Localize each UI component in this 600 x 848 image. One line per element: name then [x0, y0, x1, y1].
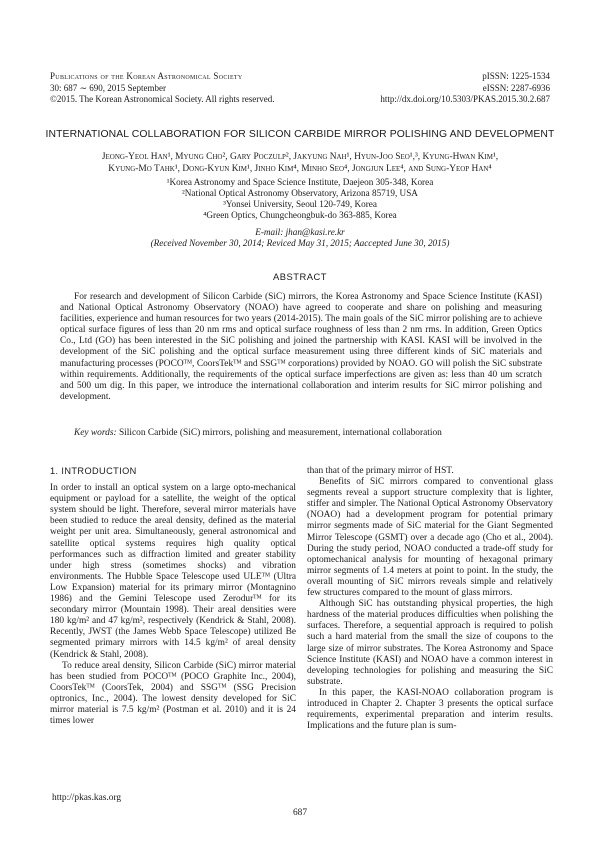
body-paragraph: In order to install an optical system on a large opto-mechanical equipment or payload for a satellite, the weight of the optical system should be light. Therefore, several mirror materials have been studied to reduce the areal density, defined as the material weight per unit area. Simultaneously, general astronomical and satellite optical systems requires high quality optical performances such as diffraction limited and greater stability under high stress (sometimes shocks) and vibration environments. The Hubble Space Telescope used ULEᵀᴹ (Ultra Low Expansion) material for its primary mirror (Montagnino 1986) and the Gemini Telescope used Zerodurᵀᴹ for its secondary mirror (Mountain 1998). Their areal densities were 180 kg/m² and 47 kg/m², respectively (Kendrick & Stahl, 2008). Recently, JWST (the James Webb Space Telescope) utilized Be segmented primary mirrors with 14.5 kg/m² of areal density (Kendrick & Stahl, 2008).: [50, 483, 296, 660]
journal-header: [50, 71, 275, 106]
keywords-text: Silicon Carbide (SiC) mirrors, polishing and measurement, international collaboration: [118, 428, 442, 438]
pissn: pISSN: 1225-1534: [482, 71, 550, 81]
abstract-body: [60, 292, 542, 403]
section-heading: 1. INTRODUCTION: [50, 466, 137, 476]
volume-line: 30: 687 ∼ 690, 2015 September: [50, 82, 167, 93]
body-paragraph: Benefits of SiC mirrors compared to conventional glass segments reveal a support structure complexity that is lighter, stiffer and simpler. The National Optical Astronomy Observatory (NOAO) had a development program for potential primary mirror segments made of SiC material for the Giant Segmented Mirror Telescope (GSMT) over a decade ago (Cho et al., 2004). During the study period, NOAO conducted a trade-off study for optomechanical analysis for mounting of hexagonal primary mirror segments of 1.4 meters at point to point. In the study, the overall mounting of SiC mirrors reveals simple and relatively few structures compared to the mount of glass mirrors.: [307, 477, 553, 599]
contact-block: [60, 227, 540, 249]
left-column: [50, 466, 296, 727]
eissn: eISSN: 2287-6936: [482, 82, 550, 93]
author-line-1: Jeong-Yeol Han¹, Myung Cho², Gary Poczulp², Jakyung Nah¹, Hyun-Joo Seo¹,³, Kyung-Hwan Kim¹,: [101, 152, 499, 162]
page-number: 687: [292, 808, 308, 818]
affiliation: ¹Korea Astronomy and Space Science Institute, Daejeon 305-348, Korea: [166, 177, 434, 187]
affiliation: ²National Optical Astronomy Observatory, Arizona 85719, USA: [182, 188, 418, 198]
affiliation: ³Yonsei University, Seoul 120-749, Korea: [223, 199, 377, 209]
affiliation: ⁴Green Optics, Chungcheongbuk-do 363-885, Korea: [203, 210, 397, 220]
body-paragraph: Although SiC has outstanding physical properties, the high hardness of the material produces difficulties when polishing the surfaces. Therefore, a sequential approach is required to polish such a hard material from the small the size of coupons to the large size of mirror substrates. The Korea Astronomy and Space Science Institute (KASI) and NOAO have a common interest in developing technologies for polishing and measuring the SiC substrate.: [307, 599, 553, 687]
body-paragraph: than that of the primary mirror of HST.: [307, 466, 454, 476]
journal-name: Publications of the Korean Astronomical Society: [50, 71, 243, 81]
keywords-label: Key words:: [74, 428, 117, 438]
body-paragraph: To reduce areal density, Silicon Carbide (SiC) mirror material has been studied from POCOᵀᴹ (POCO Graphite Inc., 2004), CoorsTekᵀᴹ (CoorsTek, 2004) and SSGᵀᴹ (SSG Precision optronics, Inc., 2004). The lowest density developed for SiC mirror material is 7.5 kg/m² (Postman et al. 2010) and it is 24 times lower: [50, 660, 296, 727]
received-dates: (Received November 30, 2014; Reviced May 31, 2015; Aaccepted June 30, 2015): [150, 238, 450, 248]
right-column: [307, 466, 553, 732]
body-paragraph: In this paper, the KASI-NOAO collaboration program is introduced in Chapter 2. Chapter 3 presents the optical surface requirements, experimental preparation and interim results. Implications and the future plan is sum-: [307, 687, 553, 732]
abstract-text: For research and development of Silicon Carbide (SiC) mirrors, the Korea Astronomy and Space Science Institute (KASI) and National Optical Astronomy Observatory (NOAO) have agreed to cooperate and share on polishing and measuring facilities, experience and human resources for two years (2014-2015). The main goals of the SiC mirror polishing are to achieve optical surface figures of less than 20 nm rms and optical surface roughness of less than 2 nm rms. In addition, Green Optics Co., Ltd (GO) has been interested in the SiC polishing and joined the partnership with KASI. KASI will be involved in the development of the SiC polishing and the optical surface measurement using three different kinds of SiC materials and manufacturing processes (POCOᵀᴹ, CoorsTekᵀᴹ and SSGᵀᴹ corporations) provided by NOAO. GO will polish the SiC substrate within requirements. Additionally, the requirements of the optical surface imperfections are given as: less than 40 um scratch and 500 um dig. In this paper, we introduce the international collaboration and interim results for SiC mirror polishing and development.: [60, 292, 542, 402]
email-address[interactable]: E-mail: jhan@kasi.re.kr: [255, 227, 345, 237]
author-list: [48, 152, 552, 175]
abstract-heading: ABSTRACT: [272, 271, 327, 282]
author-line-2: Kyung-Mo Tahk¹, Dong-Kyun Kim¹, Jinho Kim⁴, Minho Seo⁴, Jongjun Lee⁴, and Sung-Yeop Han⁴: [108, 163, 492, 174]
issn-header: [380, 71, 550, 106]
paper-title: INTERNATIONAL COLLABORATION FOR SILICON CARBIDE MIRROR POLISHING AND DEVELOPMENT: [45, 129, 555, 140]
keywords-line: [60, 428, 542, 439]
footer-url[interactable]: http://pkas.kas.org: [52, 793, 122, 803]
affiliation-list: [60, 177, 540, 221]
copyright-line: ©2015. The Korean Astronomical Society. All rights reserved.: [50, 94, 275, 104]
doi-link[interactable]: http://dx.doi.org/10.5303/PKAS.2015.30.2.687: [380, 94, 550, 104]
